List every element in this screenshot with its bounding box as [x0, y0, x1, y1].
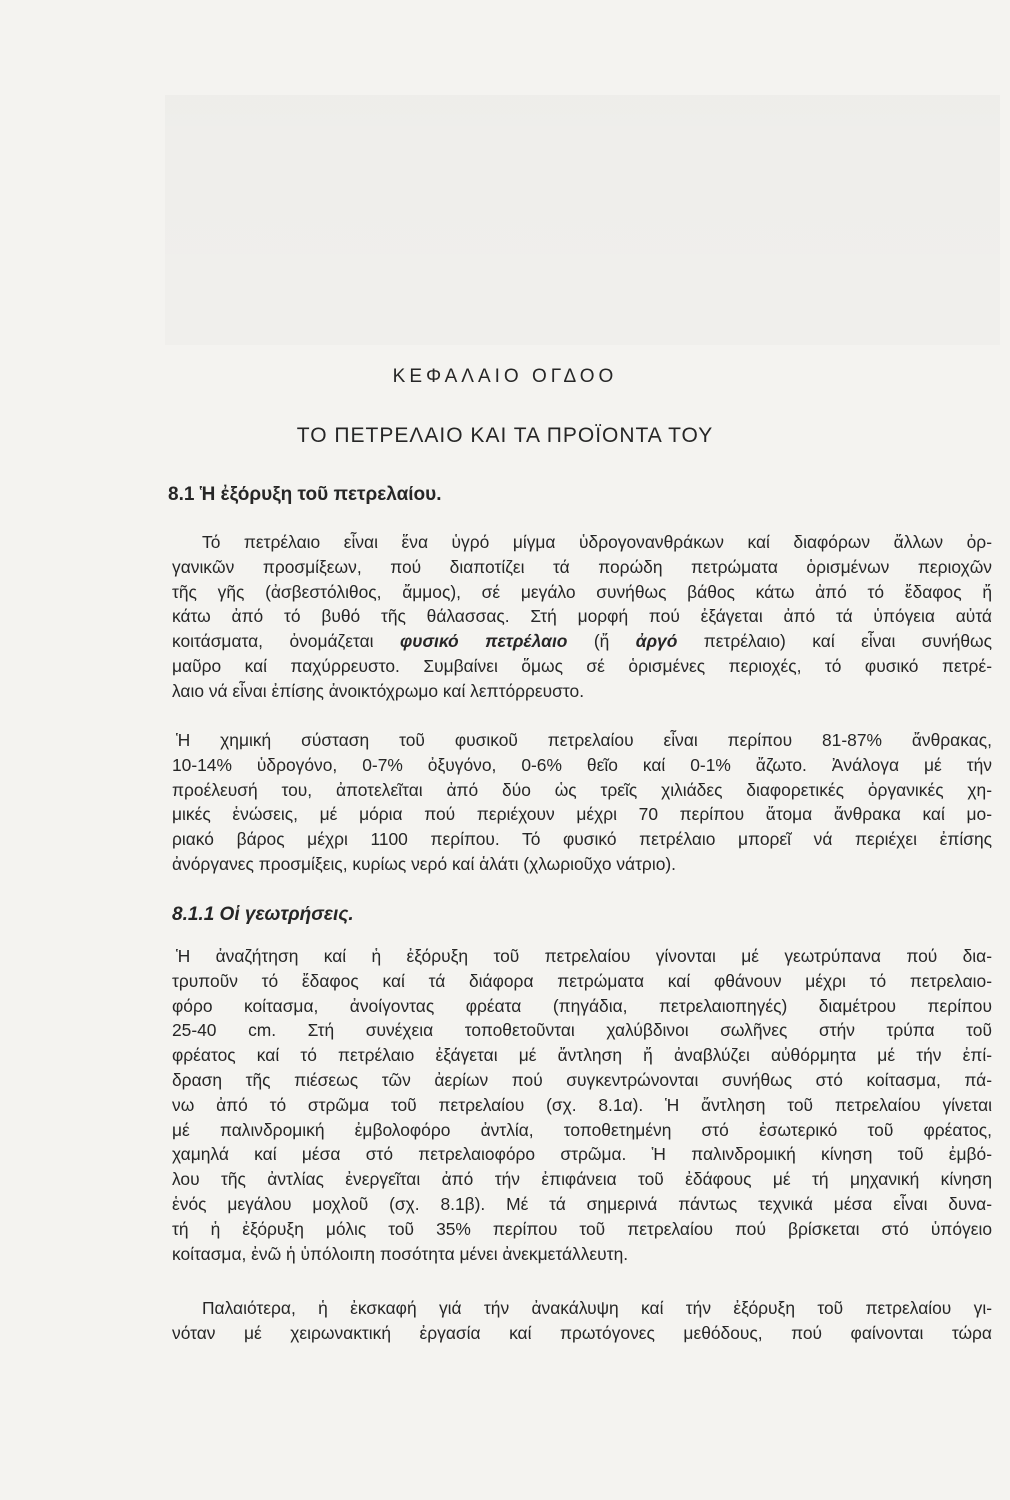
section-paragraph-2	[172, 728, 992, 877]
text-line: φόρο κοίτασμα, ἀνοίγοντας φρέατα (πηγάδια, πετρελαιοπηγές) διαμέτρου περίπου	[172, 995, 992, 1016]
text-line: τή ἡ ἐξόρυξη μόλις τοῦ 35% περίπου τοῦ πετρελαίου πού βρίσκεται στό ὑπόγειο	[172, 1218, 992, 1239]
text-line: νω ἀπό τό στρῶμα τοῦ πετρελαίου (σχ. 8.1α). Ἡ ἄντληση τοῦ πετρελαίου γίνεται	[172, 1094, 992, 1115]
text-line: γανικῶν προσμίξεων, πού διαποτίζει τά πορώδη πετρώματα ὁρισμένων περιοχῶν	[172, 556, 992, 577]
bleed-through-shadow	[165, 95, 1000, 345]
text-fragment: κοιτάσματα, ὀνομάζεται	[172, 631, 400, 652]
text-fragment: πετρέλαιο) καί εἶναι συνήθως	[677, 631, 993, 652]
text-line	[172, 629, 992, 654]
text-line: χαμηλά καί μέσα στό πετρελαιοφόρο στρῶμα. Ἡ παλινδρομική κίνηση τοῦ ἐμβό-	[172, 1144, 992, 1165]
text-line: ριακό βάρος μέχρι 1100 περίπου. Τό φυσικό πετρέλαιο μπορεῖ νά περιέχει ἐπίσης	[172, 829, 992, 850]
text-fragment: (ἤ	[567, 631, 636, 652]
text-line: λαιο νά εἶναι ἐπίσης ἀνοικτόχρωμο καί λεπτόρρευστο.	[172, 680, 585, 701]
text-line: ἑνός μεγάλου μοχλοῦ (σχ. 8.1β). Μέ τά σημερινά πάντως τεχνικά μέσα εἶναι δυνα-	[172, 1193, 992, 1214]
subsection-heading: 8.1.1 Οἱ γεωτρήσεις.	[172, 904, 354, 925]
text-line: 25-40 cm. Στή συνέχεια τοποθετοῦνται χαλύβδινοι σωλῆνες στήν τρύπα τοῦ	[172, 1020, 992, 1041]
text-line: νόταν μέ χειρωνακτική ἐργασία καί πρωτόγονες μεθόδους, πού φαίνονται τώρα	[172, 1322, 992, 1343]
chapter-title: ΤΟ ΠΕΤΡΕΛΑΙΟ ΚΑΙ ΤΑ ΠΡΟΪΟΝΤΑ ΤΟΥ	[296, 424, 714, 447]
text-line: ἀνόργανες προσμίξεις, κυρίως νερό καί ἁλάτι (χλωριοῦχο νάτριο).	[172, 853, 676, 874]
emphasis-term: ἀργό	[635, 631, 678, 652]
text-line: 10-14% ὑδρογόνο, 0-7% ὀξυγόνο, 0-6% θεῖο καί 0-1% ἄζωτο. Ἀνάλογα μέ τήν	[172, 754, 992, 775]
text-line: κάτω ἀπό τό βυθό τῆς θάλασσας. Στή μορφή πού ἐξάγεται ἀπό τά ὑπόγεια αὐτά	[172, 606, 992, 627]
text-line: Ἡ χημική σύσταση τοῦ φυσικοῦ πετρελαίου εἶναι περίπου 81-87% ἄνθρακας,	[176, 730, 992, 750]
text-line: φρέατος καί τό πετρέλαιο ἐξάγεται μέ ἄντληση ἤ ἀναβλύζει αὐθόρμητα μέ τήν ἐπί-	[172, 1045, 992, 1066]
text-line: Τό πετρέλαιο εἶναι ἕνα ὑγρό μίγμα ὑδρογονανθράκων καί διαφόρων ἄλλων ὀρ-	[202, 532, 992, 552]
text-line: τρυποῦν τό ἔδαφος καί τά διάφορα πετρώματα καί φθάνουν μέχρι τό πετρελαιο-	[172, 970, 992, 991]
section-heading: 8.1 Ἡ ἐξόρυξη τοῦ πετρελαίου.	[168, 484, 442, 505]
emphasis-term: φυσικό πετρέλαιο	[399, 631, 568, 652]
text-line: λου τῆς ἀντλίας ἐνεργεῖται ἀπό τήν ἐπιφάνεια τοῦ ἐδάφους μέ τή μηχανική κίνηση	[172, 1169, 992, 1190]
text-line: δραση τῆς πιέσεως τῶν ἀερίων πού συγκεντρώνονται συνήθως στό κοίτασμα, πά-	[172, 1069, 992, 1090]
subsection-paragraph-2	[172, 1296, 992, 1346]
subsection-paragraph-1	[172, 944, 992, 1266]
text-line: προέλευσή του, ἀποτελεῖται ἀπό δύο ὡς τρεῖς χιλιάδες διαφορετικές ὀργανικές χη-	[172, 779, 992, 800]
text-line: μέ παλινδρομική ἐμβολοφόρο ἀντλία, τοποθετημένη στό ἐσωτερικό τοῦ φρέατος,	[172, 1119, 992, 1140]
text-line: Ἡ ἀναζήτηση καί ἡ ἐξόρυξη τοῦ πετρελαίου γίνονται μέ γεωτρύπανα πού δια-	[176, 946, 992, 966]
text-line: μικές ἑνώσεις, μέ μόρια πού περιέχουν μέχρι 70 περίπου ἄτομα ἄνθρακα καί μο-	[172, 804, 992, 825]
section-paragraph-1	[172, 530, 992, 704]
text-line: Παλαιότερα, ἡ ἐκσκαφή γιά τήν ἀνακάλυψη καί τήν ἐξόρυξη τοῦ πετρελαίου γι-	[202, 1298, 992, 1318]
text-line: τῆς γῆς (ἀσβεστόλιθος, ἄμμος), σέ μεγάλο συνήθως βάθος κάτω ἀπό τό ἔδαφος ἤ	[172, 581, 992, 602]
text-line: κοίτασμα, ἐνῶ ἡ ὑπόλοιπη ποσότητα μένει ἀνεκμετάλλευτη.	[172, 1243, 629, 1264]
text-line: μαῦρο καί παχύρρευστο. Συμβαίνει ὅμως σέ ὁρισμένες περιοχές, τό φυσικό πετρέ-	[172, 655, 992, 676]
chapter-label: ΚΕΦΑΛΑΙΟ ΟΓΔΟΟ	[392, 366, 618, 387]
